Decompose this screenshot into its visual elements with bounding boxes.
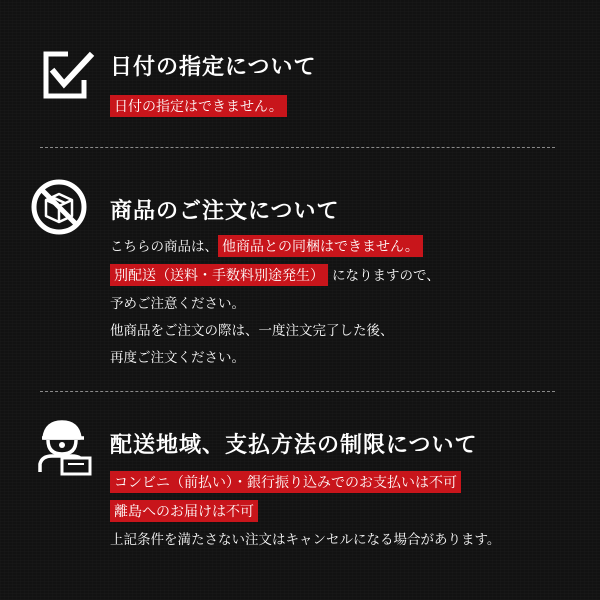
order-line2-text: になりますので、: [332, 268, 440, 284]
order-line4: 他商品をご注文の際は、一度注文完了した後、: [110, 323, 394, 339]
divider: [40, 147, 555, 148]
shipping-line3: 上記条件を満たさない注文はキャンセルになる場合があります。: [110, 532, 501, 548]
shipping-heading: 配送地域、支払方法の制限について: [110, 432, 478, 458]
date-heading: 日付の指定について: [110, 54, 317, 80]
order-line1-highlight: 他商品との同梱はできません。: [218, 235, 423, 257]
shipping-line2-highlight: 離島へのお届けは不可: [110, 500, 258, 522]
no-package-icon: [30, 178, 88, 236]
divider: [40, 391, 555, 392]
delivery-person-icon: [32, 414, 94, 476]
shipping-line1-highlight: コンビニ（前払い）・銀行振り込みでのお支払いは不可: [110, 471, 461, 493]
checkbox-check-icon: [38, 46, 96, 104]
order-heading: 商品のご注文について: [110, 198, 340, 224]
order-line2-highlight: 別配送（送料・手数料別途発生）: [110, 264, 328, 286]
date-note: 日付の指定はできません。: [110, 95, 287, 117]
order-line3: 予めご注意ください。: [110, 296, 245, 312]
order-line5: 再度ご注文ください。: [110, 350, 245, 366]
order-line1-text: こちらの商品は、: [110, 239, 218, 255]
